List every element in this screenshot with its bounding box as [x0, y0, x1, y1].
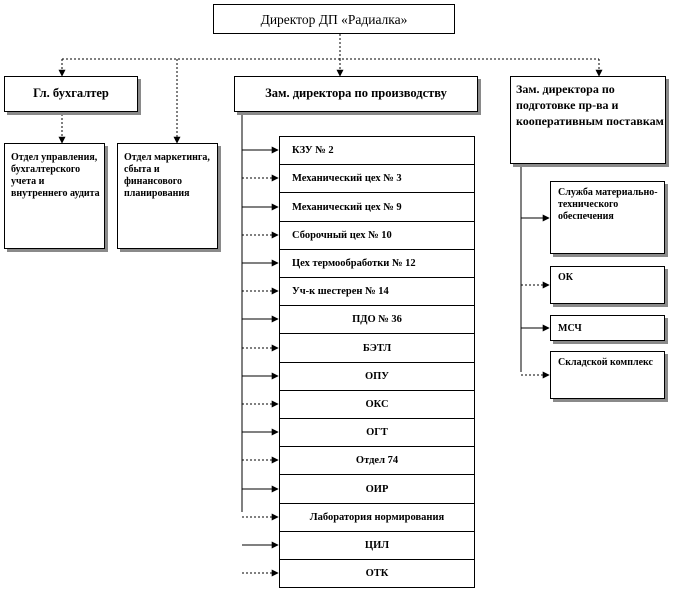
chief-accountant-label: Гл. бухгалтер	[33, 86, 109, 100]
production-unit: Механический цех № 9	[279, 192, 475, 222]
production-unit: Сборочный цех № 10	[279, 221, 475, 250]
deputy-preparation-label: Зам. директора по подготовке пр-ва и кооперативным поставкам	[516, 82, 664, 128]
production-unit: КЗУ № 2	[279, 136, 475, 165]
director-box	[213, 4, 455, 34]
deputy-preparation-box	[510, 76, 666, 164]
preparation-unit-box	[550, 181, 665, 254]
production-unit: Отдел 74	[279, 446, 475, 475]
production-unit: БЭТЛ	[279, 333, 475, 363]
production-unit: ОГТ	[279, 418, 475, 447]
preparation-unit-label: Складской комплекс	[558, 357, 653, 368]
preparation-unit-label: ОК	[558, 272, 574, 283]
production-unit: ЦИЛ	[279, 531, 475, 560]
chief-accountant-box	[4, 76, 138, 112]
production-unit: Цех термообработки № 12	[279, 249, 475, 278]
preparation-unit-label: МСЧ	[558, 323, 582, 334]
production-unit: ОТК	[279, 559, 475, 588]
marketing-dept-label: Отдел маркетинга, сбыта и финансового планирования	[124, 152, 210, 199]
deputy-production-box	[234, 76, 478, 112]
production-unit: Лаборатория нормирования	[279, 503, 475, 532]
production-unit: ОПУ	[279, 362, 475, 391]
preparation-unit-box	[550, 315, 665, 341]
production-unit: ОИР	[279, 474, 475, 504]
accounting-dept-box	[4, 143, 105, 249]
marketing-dept-box	[117, 143, 218, 249]
accounting-dept-label: Отдел управления, бухгалтерского учета и внутреннего аудита	[11, 152, 100, 199]
production-unit: ПДО № 36	[279, 305, 475, 334]
production-unit: ОКС	[279, 390, 475, 419]
preparation-unit-box	[550, 351, 665, 399]
production-unit: Уч-к шестерен № 14	[279, 277, 475, 306]
deputy-production-label: Зам. директора по производству	[265, 86, 447, 100]
production-unit: Механический цех № 3	[279, 164, 475, 193]
preparation-unit-label: Служба материально-технического обеспечения	[558, 187, 658, 222]
director-label: Директор ДП «Радиалка»	[260, 12, 408, 27]
preparation-unit-box	[550, 266, 665, 304]
